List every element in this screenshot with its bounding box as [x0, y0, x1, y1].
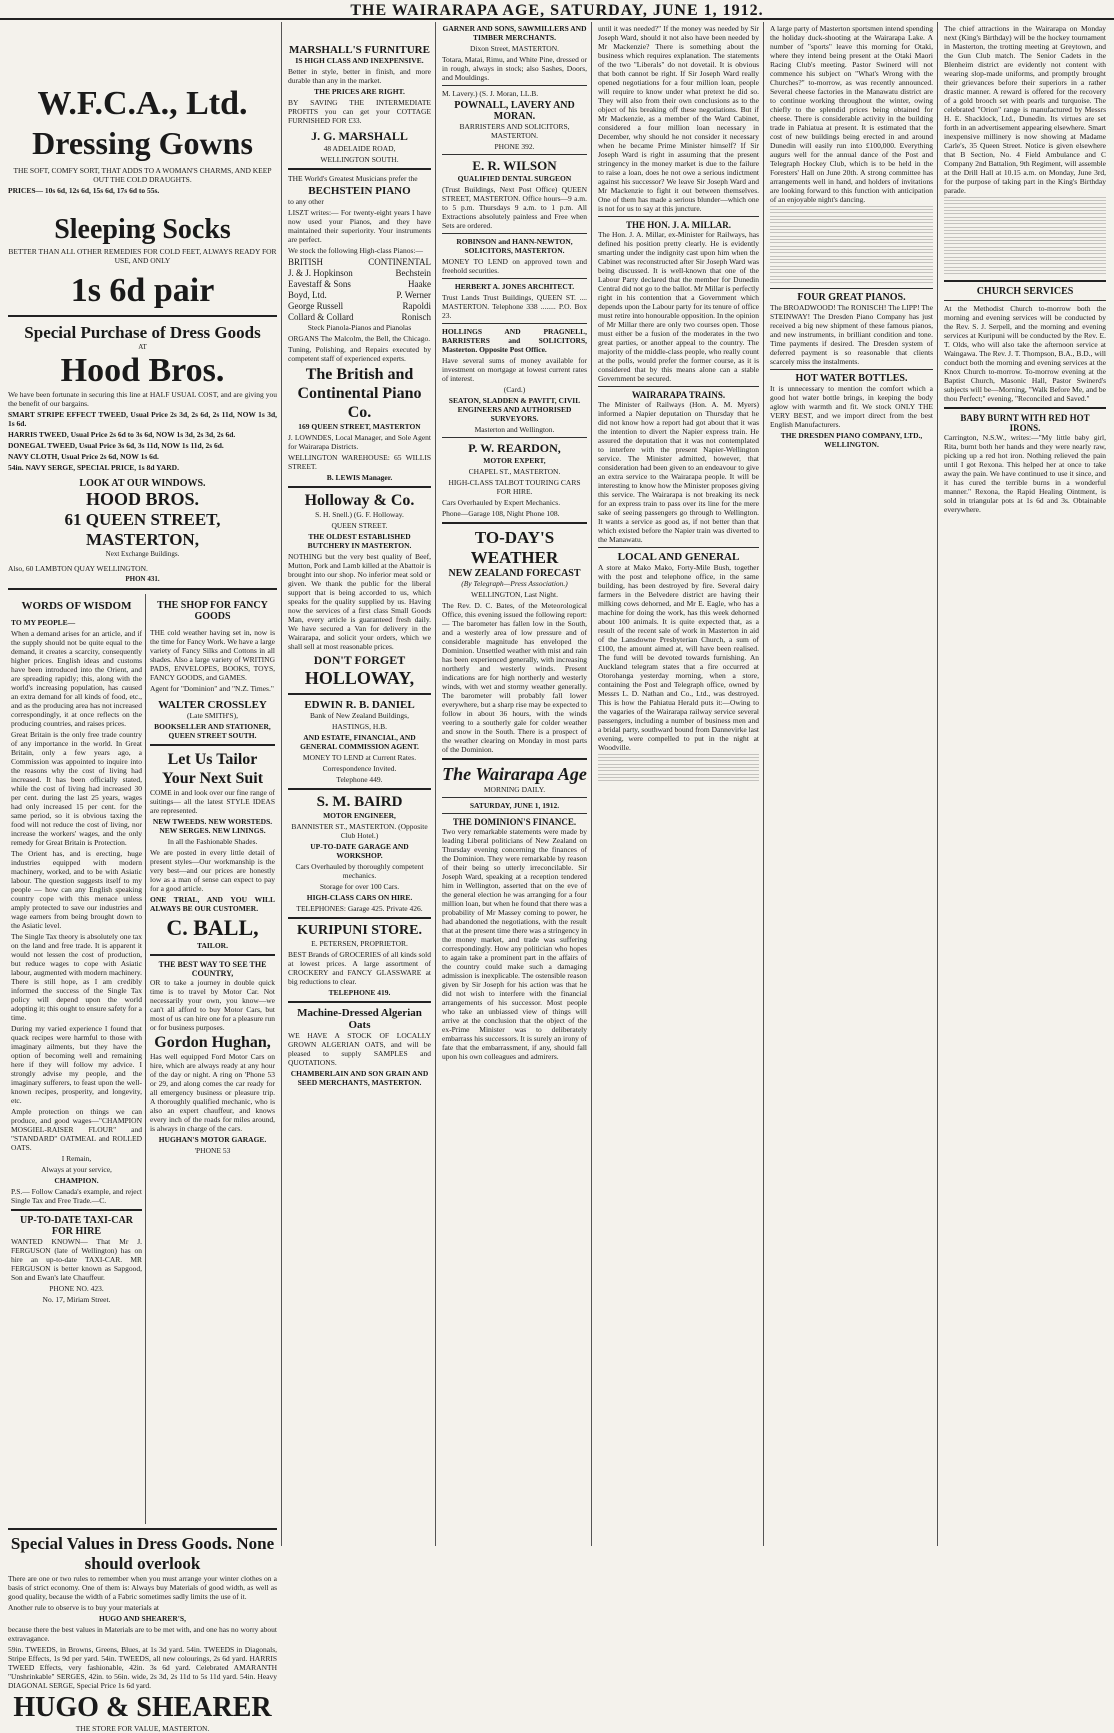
piano-brand: George Russell: [288, 301, 344, 311]
weather-dateline: WELLINGTON, Last Night.: [471, 590, 558, 599]
oats-title: Machine-Dressed Algerian Oats: [297, 1007, 422, 1031]
bcp-address: 169 QUEEN STREET, MASTERTON: [298, 422, 421, 431]
reardon-heading: P. W. REARDON,: [468, 441, 561, 455]
organs: ORGANS The Malcolm, the Bell, the Chicago.: [288, 334, 431, 343]
hs-small: HUGO AND SHEARER'S,: [99, 1613, 186, 1623]
pownall-trade: BARRISTERS AND SOLICITORS, MASTERTON.: [459, 122, 570, 140]
special-values-heading: Special Values in Dress Goods. None should overlook: [10, 1533, 275, 1573]
fancy-title: THE SHOP FOR FANCY GOODS: [157, 599, 268, 622]
bechstein-any: to any other: [288, 197, 324, 206]
liszt-quote: LISZT writes:— For twenty-eight years I have now used your Pianos, and they have maintained their superiority. Your instruments are perfect.: [288, 208, 431, 244]
reardon-trade: MOTOR EXPERT,: [483, 456, 546, 465]
pianos-text: The BROADWOOD! The RONISCH! The LIPP! The STEINWAY! The Dresden Piano Company has just received a big new shipment of these famous pianos, and new instruments, in brilliant condition and tone. Time payments if desired. The Dresden system of deferred payment is so reasonable that clients scarcely miss the instalments.: [770, 303, 933, 366]
robinson-money: MONEY TO LEND on approved town and freehold securities.: [442, 257, 587, 275]
words-p4: The Single Tax theory is absolutely one tax on the land and free trade. It is apparent it would not lessen the cost of production, but reduce wages to cope with Asiatic labour, augmented with modern machinery. There is still hope, as I am credibly informed the success of the Single Tax policy will depend upon the world adopting it; this ought to ensure safety for a time.: [11, 931, 142, 1022]
hs-tag: THE STORE FOR VALUE, MASTERTON.: [75, 1723, 210, 1733]
words-p3: The Orient has, and is erecting, huge industries equipped with modern machinery, worked, and to be with Asiatic labour. The question suggests itself to my people — how can any English speaking country cope with this menace unless amply protected to save our industries and wage earners from being brought down to the Asiatic level.: [11, 848, 142, 930]
hollings-text: Have several sums of money available for investment on mortgage at lowest current rates of interest.: [442, 356, 587, 383]
finance-title: THE DOMINION'S FINANCE.: [452, 817, 577, 827]
pianos-list: [288, 257, 431, 323]
ball-name: C. BALL,: [166, 914, 259, 940]
piano-brand: CONTINENTAL: [368, 257, 431, 267]
kuripuni-title: KURIPUNI STORE.: [297, 923, 422, 938]
trains-title: WAIRARAPA TRAINS.: [631, 390, 726, 400]
socks-price: 1s 6d pair: [70, 272, 215, 309]
taxi-text: WANTED KNOWN— That Mr J. FERGUSON (late of Wellington) has on hire an up-to-date TAXI-CAR. MR FERGUSON is better known as Sapgood, Son and Ewan's late Chauffeur.: [11, 1236, 142, 1282]
church-text: At the Methodist Church to-morrow both the morning and evening services will be conducted by the Rev. S. J. Serpell, and the morning and evening services at Kuripuni will be conducted by the Rev. E. T. Olds, who will also take the afternoon service at Waingawa. The Rev. J. T. Thompson, B.A., B.D., will conduct both the morning and evening services at the Knox Church to-morrow. To-morrow evening at the Baptist Church, Masonic Hall, Pastor Swinerd's subjects will be—Morning, "Walk Before Me, and be thou Perfect;" evening, "Reconciled and Saved.": [944, 304, 1106, 403]
dont-forget: DON'T FORGET: [313, 653, 406, 667]
stock-intro: We stock the following High-class Pianos:—: [288, 246, 424, 255]
trains-text: The Minister of Railways (Hon. A. M. Myers) informed a Napier deputation on Thursday that he did not know how a report had got about that it was the intention to divert the Napier express train. He assured the deputation that it was not contemplated to interfere with the present Napier-Wellington service. The Minister admitted, however, that consideration had been given to an endeavour to give an extra service to the Wairarapa people. It will be interesting to know how the Minister proposes giving this service. The Wairarapa is not breaking its neck for an express train to pass over its line for the mere sake of seeing passengers go through to Wellington. It wants a service as good as, if not better than that which existed before the Napier train was diverted to the Manawatu.: [598, 400, 759, 544]
hood-bros-heading: Hood Bros.: [60, 351, 225, 389]
column-5: [766, 22, 938, 1546]
baby-title: BABY BURNT WITH RED HOT IRONS.: [960, 413, 1090, 433]
column-6: [940, 22, 1110, 1546]
hood-item-2: HARRIS TWEED, Usual Price 2s 6d to 3s 6d, NOW 1s 3d, 2s 3d, 2s 6d.: [8, 429, 236, 439]
holloway-street: QUEEN STREET.: [331, 521, 388, 530]
words-ps: P.S.— Follow Canada's example, and reject Single Tax and Free Trade.—C.: [11, 1186, 142, 1205]
piano-brand: Boyd, Ltd.: [288, 290, 327, 300]
fancy-agent: Agent for "Dominion" and "N.Z. Times.": [150, 683, 274, 693]
weather-assoc: (By Telegraph—Press Association.): [461, 579, 568, 588]
holloway-owners: S. H. Snell.) (G. F. Holloway.: [315, 510, 404, 519]
hood-bros-caps: HOOD BROS.: [85, 488, 200, 509]
taxi-phone: PHONE NO. 423.: [49, 1283, 104, 1293]
words-remain: I Remain,: [61, 1153, 92, 1163]
local-text: A store at Mako Mako, Forty-Mile Bush, together with the post and telephone office, in the same building, has been destroyed by fire. Several dairy farmers in the Belvedere district are having their milking cows dehorned, and Mr E. Eagle, who has a machine for doing the work, has this week dehorned about 100 animals. It is quite expected that, as a result of the recent sale of work in Masterton in aid of the Lansdowne Presbyterian Church, a sum of £100, the amount aimed at, will have been realised. The fund will be devoted towards furnishing. An Auckland telegram states that a fire occurred at Otorohanga yesterday morning, when a store, containing the Post and Telegraph office, owned by Messrs L. D. Nathan and Co., Ltd., was destroyed. This is how the Pahiatua Herald puts it:—Owing to the vagaries of the Wairarapa railway service several passengers, including a number of business men and a bridal party, southward bound from Dannevirke last evening, were compelled to put in the night at Woodville.: [598, 563, 759, 752]
local-title: LOCAL AND GENERAL: [617, 551, 740, 563]
weather-sub: NEW ZEALAND FORECAST: [448, 568, 581, 579]
piano-brand: Ronisch: [401, 312, 431, 322]
words-p2: Great Britain is the only free trade country of any importance in the world. In Great Britain, only a few years ago, a Commission was appointed to inquire into the reasons why the cost of living had increased. It has been officially stated, while the cost of living had increased 30 per cent. during the last 25 years, wages had only increased 15 per cent. for the same period, so it is obvious taxing the food will not reduce the cost of living, nor increase the workers' wages, and the only remedy for Great Britain is Protection.: [11, 729, 142, 847]
hood-item-4: NAVY CLOTH, Usual Price 2s 6d, NOW 1s 6d.: [8, 451, 159, 461]
church-title: CHURCH SERVICES: [976, 286, 1074, 297]
daniel-town: HASTINGS, H.B.: [331, 722, 387, 731]
words-p5: During my varied experience I found that quack recipes were harmful to those with imaginary ailments, but they have the option of becoming well and remaining here if they will follow my advice. I strongly advise my people, and the imaginary sufferers, to feast upon the well-known recipes, prosperity, and longevity, etc.: [11, 1023, 142, 1105]
hughan-phone: 'PHONE 53: [194, 1145, 231, 1155]
baird-storage: Storage for over 100 Cars.: [319, 882, 400, 891]
hood-item-1: SMART STRIPE EFFECT TWEED, Usual Price 2s 3d, 2s 6d, 2s 11d, NOW 1s 3d, 1s 6d.: [8, 409, 277, 428]
steck-pianolas: Steck Pianola-Pianos and Pianolas: [307, 323, 412, 332]
baird-name: S. M. BAIRD: [316, 794, 403, 810]
reardon-address: CHAPEL ST., MASTERTON.: [468, 467, 561, 476]
robinson-heading: ROBINSON and HANN-NEWTON, SOLICITORS, MASTERTON.: [456, 237, 573, 255]
hollings-heading: HOLLINGS AND PRAGNELL, BARRISTERS and SOLICITORS, Masterton. Opposite Post Office.: [442, 327, 587, 354]
col5-top-text: A large party of Masterton sportsmen intend spending the holiday duck-shooting at the Wairarapa Lake. A number of "sports" leave this morning for Otaki, where they intend being present at the Otaki Maori Racing Club's meeting. Pastor Swinerd will not commence his subject on "What's Wrong with the Churches?" to-morrow, as was recently announced. Several cheese factories in the Manawatu district are to continue working throughout the winter, owing chiefly to the splendid prices being obtained for cheese. There is considerable activity in the building trade in Pahiatua at present. It is estimated that the cost of new buildings being erected in and around Dunedin will easily run into £100,000. Everything augurs well for the annual dance of the Post and Telegraph Hockey Club, which is to be held in the Foresters' Hall on June 20th. A strong committee has arrangements well in hand, and holders of invitations are looking forward to this function with anticipation of an enjoyable night's dancing.: [770, 24, 933, 204]
bottles-title: HOT WATER BOTTLES.: [795, 373, 908, 384]
taxi-address: No. 17, Miriam Street.: [42, 1294, 111, 1304]
sv-p3: because there the best values in Materials are to be met with, and one has no worry about extravagance.: [8, 1624, 277, 1643]
oats-text: WE HAVE A STOCK OF LOCALLY GROWN ALGERIAN OATS, and will be pleased to supply SAMPLES and QUOTATIONS.: [288, 1031, 431, 1067]
hood-intro: We have been fortunate in securing this line at HALF USUAL COST, and are giving you the benefit of our bargains.: [8, 389, 277, 408]
marshall-sub: IS HIGH CLASS AND INEXPENSIVE.: [295, 56, 424, 65]
sv-p1: There are one or two rules to remember when you must arrange your winter clothes on a basis of strict economy. One of them is: Always buy Materials of good width, as well as good quality, because the width of a Fabric sometimes sadly limits the use of it.: [8, 1573, 277, 1601]
piano-brand: Eavestaff & Sons: [288, 279, 351, 289]
hood-next: Next Exchange Buildings.: [105, 549, 180, 558]
daniel-agent: AND ESTATE, FINANCIAL, AND GENERAL COMMISSION AGENT.: [300, 733, 419, 751]
seaton-town: Masterton and Wellington.: [474, 425, 555, 434]
wilson-text: (Trust Buildings, Next Post Office) QUEEN STREET, MASTERTON. Office hours—9 a.m. to 5 p.m. Thursdays 9 a.m. to 1 p.m. All Extractions absolutely painless and Free when Sets are ordered.: [442, 185, 587, 230]
millar-text: The Hon. J. A. Millar, ex-Minister for Railways, has defined his position pretty clearly. He is evidently smarting under the indignity cast upon him when the Cabinet was reconstructed after Sir Joseph Ward was being discussed. It is well-known that one of the Labour Party declared that the member for Dunedin Central did not go to the ballot. Mr Millar is perfectly right in his contention that a Government which depends upon the Labour party for its tenure of office must retire into honourable opposition. In the opinion of Mr Millar there are only two courses open. Those must either be a fusion of the moderates in the two great parties, or another appeal to the country. The majority of the middle-class people, who really count at the polls, would prefer the former course, as it is considered that by this means alone can a stable Government be secured.: [598, 230, 760, 383]
millar-title: THE HON. J. A. MILLAR.: [625, 220, 731, 230]
marshall-title: MARSHALL'S FURNITURE: [289, 44, 430, 56]
jones-heading: HERBERT A. JONES ARCHITECT.: [454, 282, 575, 291]
kuripuni-prop: E. PETERSEN, PROPRIETOR.: [311, 939, 408, 948]
piano-brand: Rapoldi: [402, 301, 431, 311]
words-p1: When a demand arises for an article, and if the supply should not be quite equal to the demand, it creates a scarcity, consequently higher prices. English ideas and customs have been introduced into the Orient, and are spreading rapidly; this, along with the world's increasing population, has caused an extra demand for all kinds of food, etc., and as the producing area has not increased correspondingly, it at once reflects on the producing countries, and raises prices.: [11, 628, 142, 728]
best-way-text: OR to take a journey in double quick time is to travel by Motor Car. Not necessarily your own, you know—we can't all afford to buy Motor Cars, but most of us can hire one for a pleasure run or for business purposes.: [150, 977, 275, 1032]
newspaper-page: [4, 22, 1110, 1733]
hughan-text: Has well equipped Ford Motor Cars on hire, which are always ready at any hour of the day or night. A ring on 'Phone 53 or 29, and along comes the car ready for all emergency business or pleasure trip. A thoroughly qualified mechanic, who is also an expert chauffeur, and knows every inch of the roads for miles around, is always in charge of the cars.: [150, 1051, 275, 1133]
marshall-town: WELLINGTON SOUTH.: [320, 155, 399, 164]
weather-title: TO-DAY'S WEATHER: [470, 528, 559, 567]
hughan-garage: HUGHAN'S MOTOR GARAGE.: [158, 1134, 267, 1144]
sv-p2: Another rule to observe is to buy your materials at: [8, 1602, 160, 1612]
hood-phone: PHON 431.: [125, 575, 160, 583]
tailor-new: NEW TWEEDS. NEW WORSTEDS. NEW SERGES. NEW LININGS.: [152, 816, 273, 835]
piano-brand: BRITISH: [288, 257, 324, 267]
hood-also: Also, 60 LAMBTON QUAY WELLINGTON.: [8, 564, 148, 573]
marshall-address: 48 ADELAIDE ROAD,: [323, 144, 396, 153]
holloway-oldest: THE OLDEST ESTABLISHED BUTCHERY IN MASTERTON.: [307, 532, 412, 550]
hughan-name: Gordon Hughan,: [154, 1033, 271, 1051]
crossley-trade: BOOKSELLER AND STATIONER, QUEEN STREET SOUTH.: [154, 721, 271, 740]
gowns-text: THE SOFT, COMFY SORT, THAT ADDS TO A WOMAN'S CHARMS, AND KEEP OUT THE COLD DRAUGHTS.: [13, 166, 272, 184]
at-label: AT: [138, 343, 147, 351]
bcp-title: The British and Continental Piano Co.: [297, 366, 422, 421]
bechstein-intro: THE World's Greatest Musicians prefer the: [288, 174, 418, 183]
daniel-name: EDWIN R. B. DANIEL: [304, 699, 415, 711]
kuripuni-text: BEST Brands of GROCERIES of all kinds sold at lowest prices. A large assortment of CROCKERY and FANCY GLASSWARE at big reductions to clear.: [288, 950, 431, 986]
holloway-title: Holloway & Co.: [304, 492, 415, 509]
crossley-name: WALTER CROSSLEY: [158, 698, 267, 711]
words-title: WORDS OF WISDOM: [21, 599, 132, 612]
bechstein-name: BECHSTEIN PIANO: [308, 185, 411, 197]
column-1: [4, 22, 282, 1733]
dresden-firm: THE DRESDEN PIANO COMPANY, LTD., WELLINGTON.: [780, 431, 923, 449]
fancy-text: THE cold weather having set in, now is the time for Fancy Work. We have a large variety of Fancy Silks and Cottons in all shades. Also a large variety of WRITING PADS, ENVELOPES, BOOKS, TOYS, FANCY GOODS, and GAMES.: [150, 627, 275, 682]
bcp-manager: J. LOWNDES, Local Manager, and Sole Agent for Wairarapa Districts.: [288, 433, 431, 451]
piano-brand: Collard & Collard: [288, 312, 354, 322]
sleeping-socks-heading: Sleeping Socks: [54, 214, 231, 245]
baird-garage: UP-TO-DATE GARAGE AND WORKSHOP.: [310, 842, 409, 860]
column-4: [594, 22, 764, 1546]
piano-brand: Bechstein: [395, 268, 431, 278]
hugo-shearer-heading: HUGO & SHEARER: [13, 1691, 272, 1723]
marshall-name: J. G. MARSHALL: [311, 129, 408, 143]
daniel-money: MONEY TO LEND at Current Rates.: [302, 753, 417, 762]
column-3: [438, 22, 592, 1546]
inner-date: SATURDAY, JUNE 1, 1912.: [469, 801, 560, 810]
dressing-gowns-heading: Dressing Gowns: [32, 125, 253, 161]
special-purchase-heading: Special Purchase of Dress Goods: [24, 323, 261, 342]
piano-brand: Haake: [408, 279, 431, 289]
words-champion: CHAMPION.: [54, 1175, 99, 1185]
reardon-phone: Phone—Garage 108, Night Phone 108.: [442, 509, 560, 518]
masthead: THE WAIRARAPA AGE, SATURDAY, JUNE 1, 1912.: [0, 0, 1114, 20]
baird-hire: HIGH-CLASS CARS ON HIRE.: [306, 893, 413, 902]
inner-masthead: The Wairarapa Age: [442, 764, 587, 784]
holloway-caps: HOLLOWAY,: [304, 668, 415, 688]
hood-address: 61 QUEEN STREET, MASTERTON,: [64, 509, 221, 549]
wilson-heading: E. R. WILSON: [472, 158, 557, 173]
baird-telephones: TELEPHONES: Garage 425. Private 426.: [296, 904, 423, 913]
gowns-prices: PRICES— 10s 6d, 12s 6d, 15s 6d, 17s 6d to 55s.: [8, 186, 160, 195]
tailor-shades: In all the Fashionable Shades.: [167, 836, 258, 846]
card-label: (Card.): [503, 385, 526, 394]
tailor-p2: We are posted in every little detail of present styles—Our workmanship is the very best—and our prices are honestly low as a man of sense can expect to pay for a good article.: [150, 847, 275, 893]
look-windows: LOOK AT OUR WINDOWS.: [79, 477, 206, 489]
pownall-heading: POWNALL, LAVERY AND MORAN.: [454, 100, 575, 122]
piano-brand: J. & J. Hopkinson: [288, 268, 353, 278]
garner-heading: GARNER AND SONS, SAWMILLERS AND TIMBER MERCHANTS.: [442, 24, 587, 42]
kuripuni-tel: TELEPHONE 419.: [328, 988, 391, 997]
baird-overhaul: Cars Overhauled by thoroughly competent mechanics.: [295, 862, 424, 880]
ball-trade: TAILOR.: [197, 940, 228, 950]
daniel-tel: Telephone 449.: [336, 775, 383, 784]
taxi-title: UP-TO-DATE TAXI-CAR FOR HIRE: [20, 1214, 133, 1237]
words-always: Always at your service,: [41, 1164, 112, 1174]
baird-trade: MOTOR ENGINEER,: [323, 811, 396, 820]
baird-address: BANNISTER ST., MASTERTON. (Opposite Club Hotel.): [291, 822, 428, 840]
weather-text: The Rev. D. C. Bates, of the Meteorological Office, this evening issued the following report:— The barometer has fallen low in the South, and a westerly area of low pressure and of considerable magnitude has enveloped the Dominion. Unsettled weather with mist and rain has been experienced generally, with increasing northerly and westerly winds. Present indications are for high northerly and westerly winds, with wet and stormy weather generally. The barometer will probably fall lower everywhere, but a sharp rise may be expected to follow in about 36 hours, with the winds veering to a southerly gale for colder weather and snow in the South. There is a prospect of the weather clearing on Monday in most parts of the Dominion.: [442, 601, 587, 754]
best-way-title: THE BEST WAY TO SEE THE COUNTRY,: [158, 959, 267, 978]
wfca-title: W.F.C.A., Ltd.: [37, 85, 248, 122]
baby-text: Carrington, N.S.W., writes:—"My little baby girl, Rita, burnt both her hands and they were nearly raw, picking up a red hot iron. Nothing relieved the pain until I got Rexona. This helped her at once to take away the pain. We have continued to use it since, and it has cured the terrible burns in a wonderful manner." Rexona, the Rapid Healing Ointment, is sold in triangular pots at 1s 6d and 3s. Obtainable everywhere.: [944, 433, 1106, 514]
tailor-trial: ONE TRIAL, AND YOU WILL ALWAYS BE OUR CUSTOMER.: [150, 894, 275, 913]
seaton-heading: SEATON, SLADDEN & PAVITT, CIVIL ENGINEERS AND AUTHORISED SURVEYORS.: [448, 396, 581, 423]
hood-item-5: 54in. NAVY SERGE, SPECIAL PRICE, 1s 8d YARD.: [8, 462, 179, 472]
holloway-text: NOTHING but the very best quality of Beef, Mutton, Pork and Lamb killed at the Abattoir is brought into our shop. No inferior meat sold or given. We thank the public for the liberal support that is being accorded to us, which speaks for the quality supplied by us. Having now the services of a first class Small Goods Man, every article is guaranteed fresh daily. We have secured a Van for delivery in the Wairarapa, and solicit your orders, which we shall sell at most reasonable prices.: [288, 552, 431, 651]
garner-address: Dixon Street, MASTERTON.: [470, 44, 559, 53]
crossley-late: (Late SMITH'S),: [187, 710, 238, 720]
marshall-right: THE PRICES ARE RIGHT.: [314, 87, 405, 96]
daniel-bank: Bank of New Zealand Buildings,: [310, 711, 409, 720]
bcp-lewis: B. LEWIS Manager.: [326, 473, 393, 482]
tailor-title: Let Us Tailor Your Next Suit: [161, 750, 264, 787]
words-salute: TO MY PEOPLE—: [11, 617, 76, 627]
col4-top-text: until it was needed?" If the money was needed by Sir Joseph Ward, should it not also have been needed by Mr Mackenzie? There is something about the business which requires explanation. The statements of the two "Liberals" do not dovetail. It is obvious that both cannot be right. If Sir Joseph Ward really opened negotiations for a four million loan, people will require to know under what pretext he did so. They will also from their own conclusions as to the object of his breaking off these negotiations. But if Mr Mackenzie, as a member of the Ward Cabinet, considered a four million loan necessary in December, why should he not consider it necessary when he became Prime Minister himself? If Sir Joseph Ward is right in assuming that the present stringency in the money market is due to the failure to raise a loan, does he not owe a serious indictment against his successor? We leave Sir Joseph Ward and Mr Mackenzie to fight it out between themselves. One of them has made a serious blunder—which one is not for us to say at this juncture.: [598, 24, 759, 213]
pownall-names: M. Lavery.) (S. J. Moran, LL.B.: [442, 89, 539, 98]
piano-brand: P. Werner: [396, 290, 431, 300]
column-2: [284, 22, 436, 1546]
reardon-text: Cars Overhauled by Expert Mechanics.: [442, 498, 561, 507]
col6-top-text: The chief attractions in the Wairarapa on Monday next (King's Birthday) will be the hockey tournament in Masterton, the trotting meeting at Greytown, and the Gun Club match. The Senior Cadets in the Blenheim district are evidently not content with wearing slop-made uniforms, and promptly brought their grievances before their superiors in a rather drastic manner. A reward is offered for the recovery of a gold brooch set with pearls and turquoise. The celebrated "Orion" range is manufactured by Messrs H. E. Shacklock, Ltd., Dunedin. Its virtues are set forth in an advertisement appearing elsewhere. Smart inexpensive millinery is now showing at Madame Carle's, 35 Queen Street. Notice is given elsewhere that B Section, No. 4 Field Ambulance and C Company 2nd Battalion, 9th Regiment, will assemble at the Drill Hall at 10.15 a.m. on Monday, June 3rd, for the purpose of taking part in the King's Birthday parade.: [944, 24, 1106, 195]
wilson-trade: QUALIFIED DENTAL SURGEON: [457, 174, 572, 183]
pownall-phone: PHONE 392.: [494, 142, 535, 151]
bcp-warehouse: WELLINGTON WAREHOUSE: 65 WILLIS STREET.: [288, 453, 431, 471]
bottles-text: It is unnecessary to mention the comfort which a good hot water bottle brings, in keeping the body aglow with warmth and fit. We stock ONLY THE VERY BEST, and we import direct from the best English Manufacturers.: [770, 384, 933, 429]
tailor-text: COME in and look over our fine range of suitings— all the latest STYLE IDEAS are represented.: [150, 787, 275, 815]
words-p6: Ample protection on things we can produce, and good wages—"CHAMPION MOSGIEL-RAISER FLOUR" and "STANDARD" OATMEAL and ROLLED OATS.: [11, 1106, 142, 1152]
garner-text: Totara, Matai, Rimu, and White Pine, dressed or in rough, always in stock; also Sashes, Doors, and Mouldings.: [442, 55, 587, 82]
socks-text: BETTER THAN ALL OTHER REMEDIES FOR COLD FEET, ALWAYS READY FOR USE, AND ONLY: [8, 247, 277, 265]
marshall-saving: BY SAVING THE INTERMEDIATE PROFITS you can get your COTTAGE FURNISHED FOR £33.: [288, 98, 431, 125]
tuning: Tuning, Polishing, and Repairs executed by competent staff of experienced experts.: [288, 345, 431, 363]
daniel-corr: Correspondence Invited.: [322, 764, 397, 773]
marshall-text: Better in style, better in finish, and more durable than any in the market.: [288, 67, 431, 85]
jones-text: Trust Lands Trust Buildings, QUEEN ST. .... MASTERTON. Telephone 338 ........ P.O. Box 23.: [442, 293, 587, 320]
finance-text: Two very remarkable statements were made by leading Liberal politicians of New Zealand on Thursday evening concerning the finances of the Dominion. They were remarkable by reason of their being so utterly irreconcilable. Sir Joseph Ward, speaking at a reception tendered him in Wellington, asserted that on the eve of the general election he was arranging for a four million loan, but when he found that there was a probability of Mr Massey coming to power, he had abandoned the negotiations, with the result that at the present time there was a stringency in the money market, and trade was suffering correspondingly. How any politician who hopes to again take a prominent part in the affairs of the country could make such a damaging admission is inexplicable. The ostensible reason given by Sir Joseph for his action was that he did not wish to interfere with the financial arrangements of his successor. Most people who take an unbiassed view of things will arrive at the conclusion that the object of the ex-Prime Minister was to deliberately embarrass his successors. It is surely an irony of fate that the embarrassment, if any, should fall upon his own colleagues and admirers.: [442, 827, 587, 1061]
reardon-cars: HIGH-CLASS TALBOT TOURING CARS FOR HIRE.: [448, 478, 581, 496]
inner-morning: MORNING DAILY.: [483, 785, 546, 794]
hood-item-3: DONEGAL TWEED, Usual Price 3s 6d, 3s 11d, NOW 1s 11d, 2s 6d.: [8, 440, 224, 450]
sv-items: 59in. TWEEDS, in Browns, Greens, Blues, at 1s 3d yard. 54in. TWEEDS in Diagonals, Stripe Effects, 1s 9d per yard. 54in. TWEEDS, all new colourings, 2s 6d yard. HARRIS TWEED Effects, very fashionable, 42in. 3s 6d yard. Celebrated AMARANTH "Unshrinkable" SERGES, 42in. to 56in. wide, 2s 3d, 2s 11d to 5s 11d yard. 54in. Heavy DIAGONAL SERGE, Special Price 1s 6d yard.: [8, 1644, 277, 1690]
oats-firm: CHAMBERLAIN AND SON GRAIN AND SEED MERCHANTS, MASTERTON.: [290, 1069, 429, 1087]
great-pianos-title: FOUR GREAT PIANOS.: [797, 292, 906, 303]
